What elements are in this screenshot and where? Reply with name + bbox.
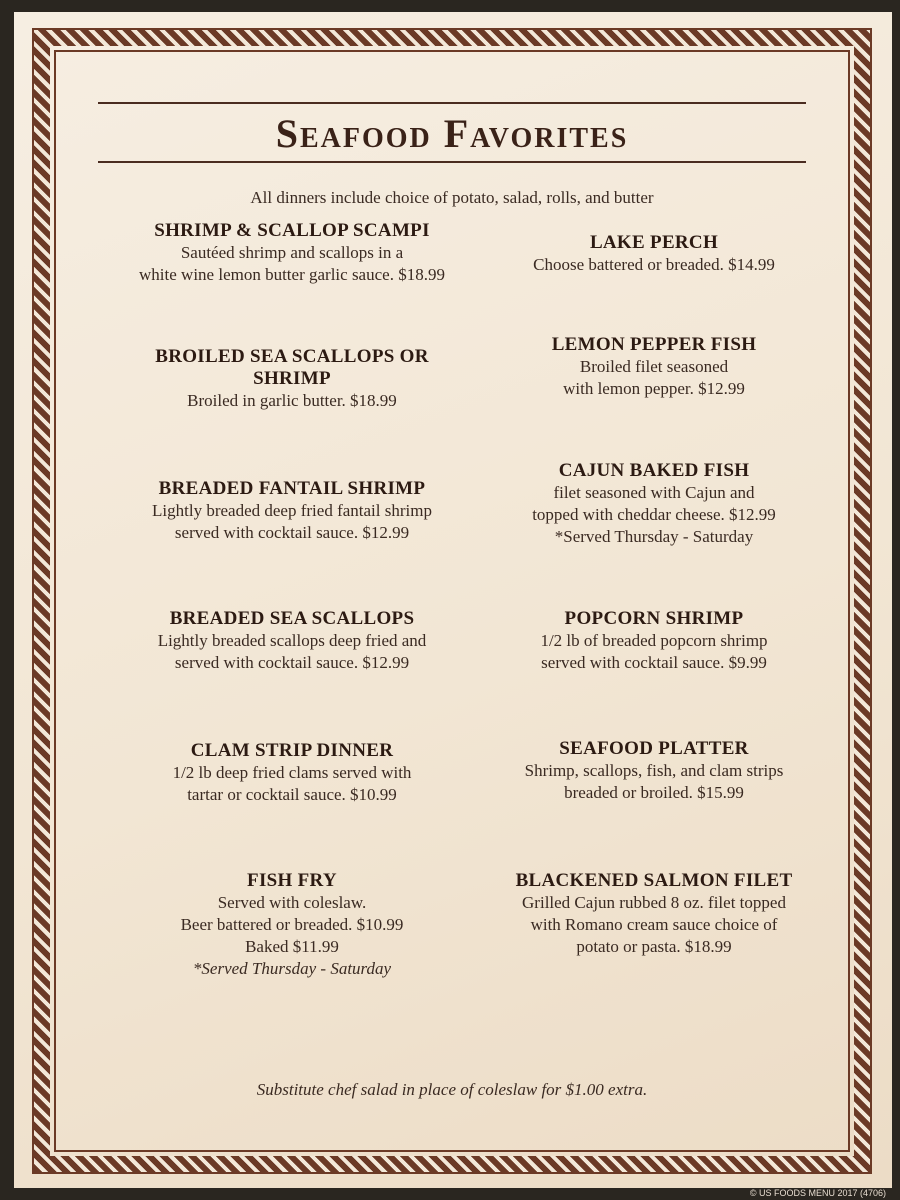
menu-item-desc: Served with coleslaw. bbox=[217, 893, 367, 912]
menu-item-desc: with Romano cream sauce choice of bbox=[530, 915, 778, 934]
menu-item bbox=[112, 220, 472, 286]
copyright: © US FOODS MENU 2017 (4706) bbox=[749, 1188, 886, 1198]
title-block bbox=[98, 102, 806, 163]
footer-note: Substitute chef salad in place of coleslaw for $1.00 extra. bbox=[256, 1080, 648, 1099]
menu-page bbox=[14, 12, 892, 1188]
title-rule-bottom bbox=[98, 161, 806, 163]
menu-item-note: *Served Thursday - Saturday bbox=[192, 959, 392, 978]
menu-item-desc: filet seasoned with Cajun and bbox=[553, 483, 755, 502]
menu-item-desc: white wine lemon butter garlic sauce. $18.99 bbox=[139, 265, 445, 284]
menu-item-name: FISH FRY bbox=[247, 870, 337, 891]
subtitle: All dinners include choice of potato, salad, rolls, and butter bbox=[250, 188, 654, 207]
menu-item-name: LEMON PEPPER FISH bbox=[551, 334, 757, 355]
menu-item-desc: *Served Thursday - Saturday bbox=[554, 527, 754, 546]
menu-item-desc: Grilled Cajun rubbed 8 oz. filet topped bbox=[522, 893, 786, 912]
menu-item bbox=[112, 608, 472, 674]
menu-item-desc: Broiled filet seasoned bbox=[579, 357, 729, 376]
menu-item bbox=[112, 478, 472, 544]
menu-item-desc: 1/2 lb deep fried clams served with bbox=[172, 763, 412, 782]
menu-item-desc: Lightly breaded scallops deep fried and bbox=[157, 631, 427, 650]
menu-item-desc: Shrimp, scallops, fish, and clam strips bbox=[524, 761, 784, 780]
menu-item bbox=[474, 334, 834, 400]
menu-item-desc: topped with cheddar cheese. $12.99 bbox=[532, 505, 776, 524]
menu-item-desc: Lightly breaded deep fried fantail shrimp bbox=[152, 501, 432, 520]
menu-item-desc: potato or pasta. $18.99 bbox=[576, 937, 732, 956]
menu-item-name: BREADED SEA SCALLOPS bbox=[169, 608, 415, 629]
menu-item bbox=[474, 738, 834, 804]
menu-item bbox=[474, 232, 834, 276]
menu-item-desc: Baked $11.99 bbox=[245, 937, 339, 956]
menu-item-name: BLACKENED SALMON FILET bbox=[515, 870, 793, 891]
menu-item-name: POPCORN SHRIMP bbox=[564, 608, 744, 629]
menu-item-desc: Beer battered or breaded. $10.99 bbox=[180, 915, 404, 934]
menu-item-name: CLAM STRIP DINNER bbox=[190, 740, 394, 761]
menu-item-desc: breaded or broiled. $15.99 bbox=[564, 783, 744, 802]
border-inner-line bbox=[54, 50, 850, 1152]
menu-item-desc: served with cocktail sauce. $12.99 bbox=[174, 523, 410, 542]
menu-item bbox=[462, 870, 846, 958]
menu-item-desc: served with cocktail sauce. $9.99 bbox=[541, 653, 767, 672]
menu-item bbox=[474, 460, 834, 548]
page-title: Seafood Favorites bbox=[275, 111, 629, 156]
menu-item bbox=[112, 346, 472, 412]
menu-item-name: SHRIMP & SCALLOP SCAMPI bbox=[154, 220, 430, 241]
menu-item-name: BREADED FANTAIL SHRIMP bbox=[158, 478, 426, 499]
menu-item bbox=[474, 608, 834, 674]
menu-item-desc: 1/2 lb of breaded popcorn shrimp bbox=[540, 631, 768, 650]
menu-item-desc: with lemon pepper. $12.99 bbox=[563, 379, 745, 398]
menu-item-desc: Broiled in garlic butter. $18.99 bbox=[187, 391, 397, 410]
menu-item-desc: tartar or cocktail sauce. $10.99 bbox=[187, 785, 397, 804]
menu-item-desc: Sautéed shrimp and scallops in a bbox=[180, 243, 404, 262]
menu-item-desc: Choose battered or breaded. $14.99 bbox=[533, 255, 775, 274]
menu-item-name: CAJUN BAKED FISH bbox=[558, 460, 750, 481]
menu-item bbox=[112, 870, 472, 980]
menu-item-desc: served with cocktail sauce. $12.99 bbox=[174, 653, 410, 672]
title-rule-top bbox=[98, 102, 806, 104]
menu-item-name: BROILED SEA SCALLOPS OR SHRIMP bbox=[155, 346, 429, 389]
menu-item-name: SEAFOOD PLATTER bbox=[559, 738, 749, 759]
menu-item bbox=[112, 740, 472, 806]
menu-item-name: LAKE PERCH bbox=[589, 232, 719, 253]
